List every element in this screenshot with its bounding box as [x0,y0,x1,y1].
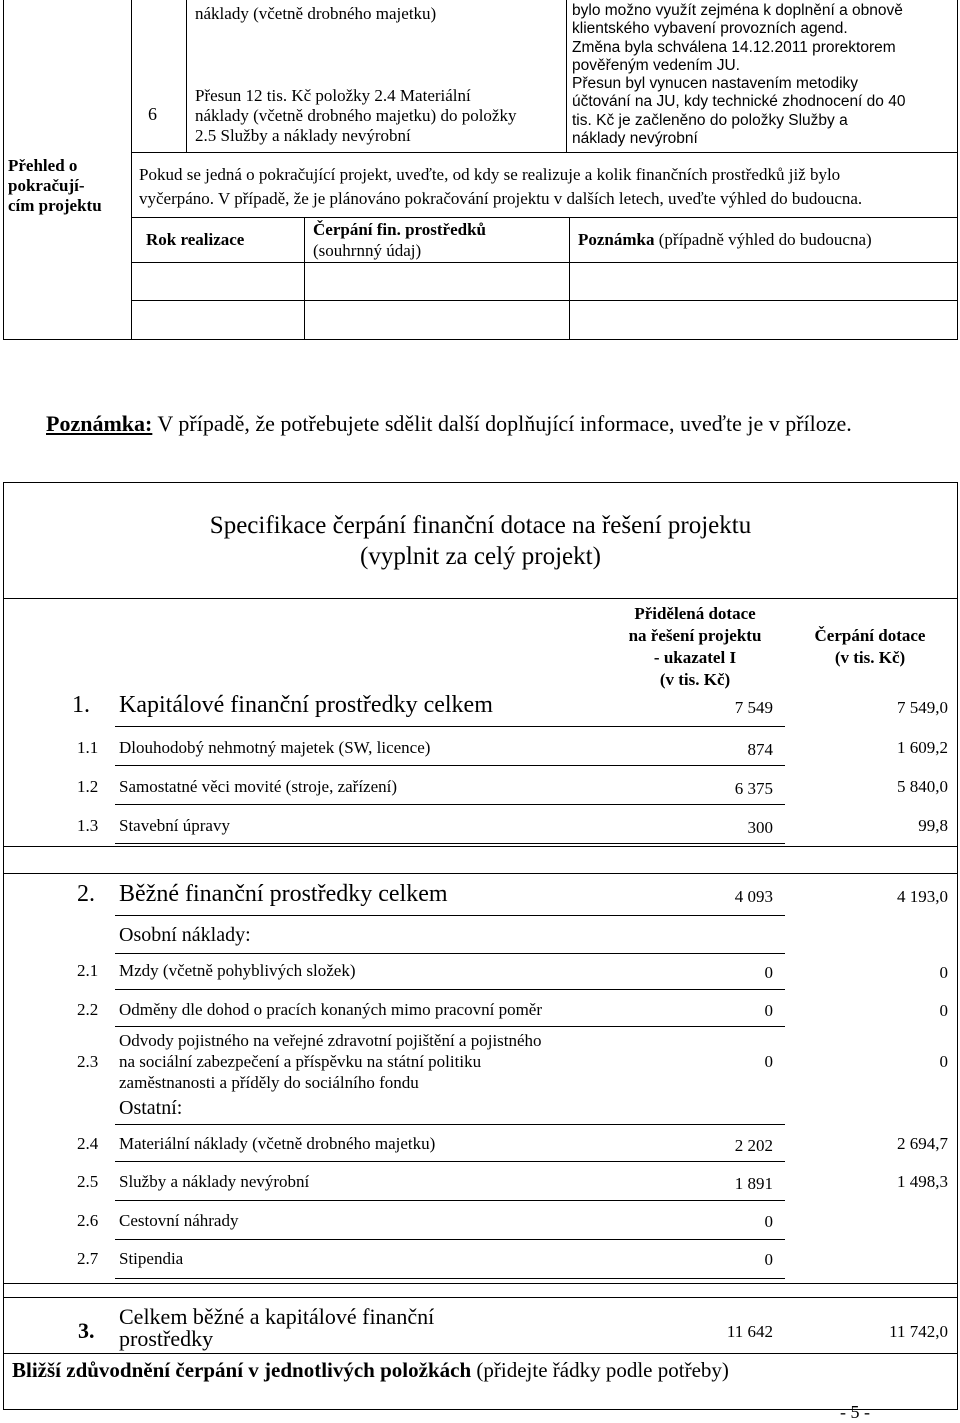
years-div-1 [304,217,305,340]
r11-value-allocated: 874 [747,740,773,759]
r23-label: Odvody pojistného na veřejné zdravotní pojištění a pojistného na sociální zabezpečení a příspěvku na státní politiku zaměstnanosti a příděly do sociálního fondu [119,1031,542,1092]
r24-underline [115,1161,785,1162]
r21-underline [115,989,785,990]
col-drawn-header: Čerpání dotace (v tis. Kč) [814,626,926,667]
r11-label: Dlouhodobý nehmotný majetek (SW, licence) [119,738,431,757]
gap2-bottom-line [3,1297,958,1298]
page-number: - 5 - [840,1402,870,1422]
s2-label: Běžné finanční prostředky celkem [119,881,448,907]
s3-number: 3. [78,1318,95,1343]
r21-value-allocated: 0 [764,963,773,982]
gap-top-line [3,846,958,847]
r11-number: 1.1 [77,738,99,757]
s3-label: Celkem běžné a kapitálové finanční prostředky [119,1304,435,1351]
note-label: Poznámka: [46,411,153,436]
detail-line: Bližší zdůvodnění čerpání v jednotlivých položkách (přidejte řádky podle potřeby) [12,1358,729,1382]
row6-left-first: náklady (včetně drobného majetku) [195,4,437,23]
side-label: Přehled o pokračují- cím projektu [8,156,102,215]
r24-number: 2.4 [77,1134,99,1153]
r12-value-drawn: 5 840,0 [897,777,948,796]
spec-title: Specifikace čerpání finanční dotace na řešení projektu (vyplnit za celý projekt) [209,512,752,570]
r23-value-allocated: 0 [764,1052,773,1071]
s1-value-drawn: 7 549,0 [897,698,948,717]
r22-number: 2.2 [77,1000,99,1019]
r12-number: 1.2 [77,777,99,796]
ostatni-label: Ostatní: [119,1097,183,1119]
spec-right-border [957,599,958,1409]
gap2-top-line [3,1283,958,1284]
s3-value-allocated: 11 642 [726,1322,773,1341]
row6-bottom-line [131,152,958,153]
r13-underline [115,843,785,844]
col-draw-header: Čerpání fin. prostředků (souhrnný údaj) [313,220,487,260]
r27-value-allocated: 0 [764,1250,773,1269]
row6-left-text: Přesun 12 tis. Kč položky 2.4 Materiální náklady (včetně drobného majetku) do položky 2.5 Služby a náklady nevýrobní [195,86,517,145]
r12-label: Samostatné věci movité (stroje, zařízení) [119,777,398,796]
s2-underline [115,915,785,916]
s1-label: Kapitálové finanční prostředky celkem [119,692,493,718]
r21-value-drawn: 0 [939,963,948,982]
r25-value-drawn: 1 498,3 [897,1172,948,1191]
row6-right-divider [566,0,567,152]
r24-value-drawn: 2 694,7 [897,1134,948,1153]
s1-value-allocated: 7 549 [734,698,773,717]
col-allocated-header: Přidělená dotace na řešení projektu - ukazatel I (v tis. Kč) [628,604,762,689]
r21-label: Mzdy (včetně pohyblivých složek) [119,961,356,980]
years-head-top [131,217,958,218]
r21-number: 2.1 [77,961,99,980]
s1-number: 1. [72,692,90,718]
r11-value-drawn: 1 609,2 [897,738,948,757]
s3-bottom-line [3,1353,958,1354]
r26-number: 2.6 [77,1211,99,1230]
r13-value-allocated: 300 [747,818,773,837]
r22-value-drawn: 0 [939,1001,948,1020]
r13-value-drawn: 99,8 [918,816,948,835]
note-line: Poznámka: V případě, že potřebujete sdělit další doplňující informace, uveďte je v příloze. [46,411,852,436]
r26-underline [115,1239,785,1240]
s3-value-drawn: 11 742,0 [889,1322,948,1341]
row6-number: 6 [148,104,157,124]
r27-label: Stipendia [119,1249,184,1268]
r26-label: Cestovní náhrady [119,1211,239,1230]
row6-mid-divider [186,0,187,152]
r27-number: 2.7 [77,1249,99,1268]
col-year-header: Rok realizace [146,230,245,249]
side-divider [131,0,132,340]
osobni-underline [115,953,785,954]
r25-underline [115,1200,785,1201]
r22-underline [115,1026,785,1027]
s1-underline [115,726,785,727]
r12-value-allocated: 6 375 [734,779,773,798]
years-row1-top [131,262,958,263]
row6-right-text: bylo možno využít zejména k doplnění a obnově klientského vybavení provozních agend. Změna byla schválena 14.12.2011 prorektorem pověřeným vedením JU. Přesun byl vynucen nastavením metodiky účtování na JU, kdy technické zhodnocení do 40 tis. Kč je začleněno do položky Služby a náklady nevýrobní [572,2,906,148]
col-note-header: Poznámka (případně výhled do budoucna) [578,230,872,249]
r12-underline [115,804,785,805]
r24-label: Materiální náklady (včetně drobného majetku) [119,1134,436,1153]
r25-label: Služby a náklady nevýrobní [119,1172,310,1191]
spec-left-border [3,599,4,1409]
r25-value-allocated: 1 891 [734,1174,773,1193]
years-row2-top [131,300,958,301]
r13-number: 1.3 [77,816,99,835]
s2-number: 2. [77,881,95,907]
r27-underline [115,1278,785,1279]
ostatni-underline [115,1124,785,1125]
r22-value-allocated: 0 [764,1001,773,1020]
r23-value-drawn: 0 [939,1052,948,1071]
r13-label: Stavební úpravy [119,816,230,835]
r26-value-allocated: 0 [764,1212,773,1231]
osobni-label: Osobní náklady: [119,924,251,946]
r25-number: 2.5 [77,1172,99,1191]
r11-underline [115,765,785,766]
continuing-project-text: Pokud se jedná o pokračující projekt, uveďte, od kdy se realizuje a kolik finančních prostředků již bylo vyčerpáno. V případě, že je plánováno pokračování projektu v dalších letech, uveďte výhled do budoucna. [139,165,863,208]
years-div-2 [569,217,570,340]
r22-label: Odměny dle dohod o pracích konaných mimo pracovní poměr [119,1000,542,1019]
spec-bottom-border [3,1409,958,1410]
r24-value-allocated: 2 202 [734,1136,773,1155]
gap-bottom-line [3,873,958,874]
r23-number: 2.3 [77,1052,99,1071]
s2-value-allocated: 4 093 [734,887,773,906]
s2-value-drawn: 4 193,0 [897,887,948,906]
